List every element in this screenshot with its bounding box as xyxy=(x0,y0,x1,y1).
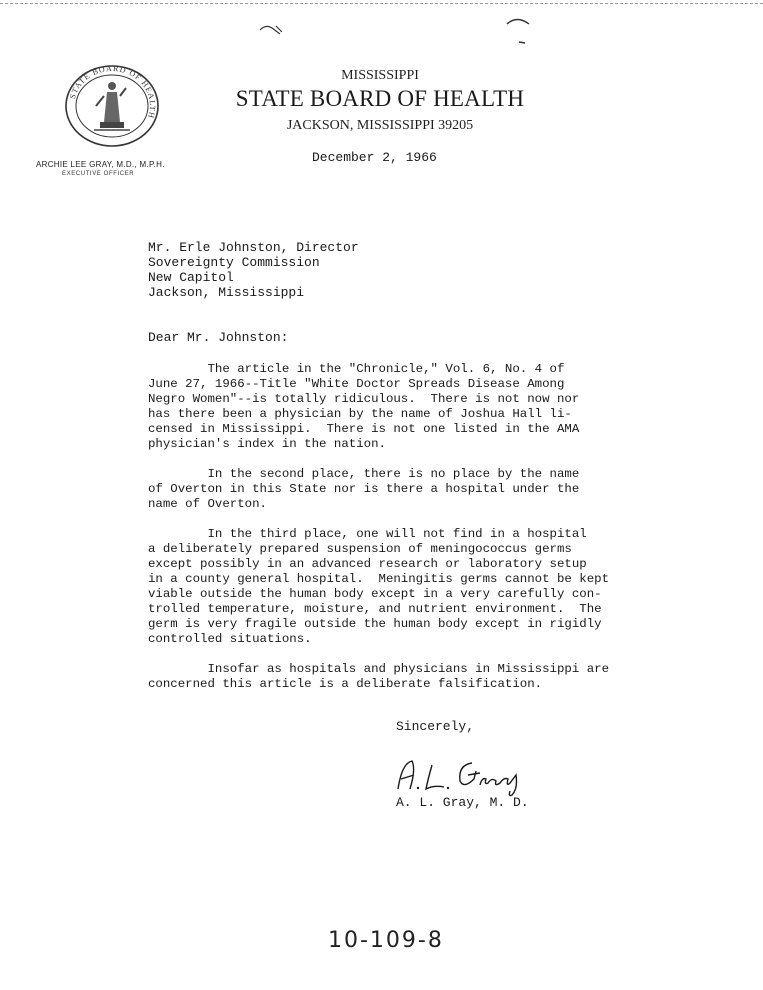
closing: Sincerely, xyxy=(396,719,475,734)
paragraph-1 xyxy=(148,362,579,452)
letterhead-address: JACKSON, MISSISSIPPI 39205 xyxy=(286,118,474,133)
text-line: Negro Women"--is totally ridiculous. There is not now nor xyxy=(148,392,580,406)
text-line: a deliberately prepared suspension of meningococcus germs xyxy=(148,542,572,556)
text-line: germ is very fragile outside the human body except in rigidly xyxy=(148,617,602,631)
paragraph-4 xyxy=(148,662,609,692)
text-line: Insofar as hospitals and physicians in Mississippi are xyxy=(148,662,610,676)
executive-officer-title: EXECUTIVE OFFICER xyxy=(62,171,135,177)
seal-lettering: STATE BOARD OF HEALTH xyxy=(67,63,158,120)
executive-officer-name: ARCHIE LEE GRAY, M.D., M.P.H. xyxy=(36,160,165,169)
state-seal xyxy=(60,62,164,150)
top-scan-border xyxy=(0,3,763,4)
text-line: The article in the "Chronicle," Vol. 6, No. 4 of xyxy=(148,362,565,376)
text-line: In the second place, there is no place by the name xyxy=(148,467,580,481)
recipient-line: Jackson, Mississippi xyxy=(148,285,305,300)
text-line: concerned this article is a deliberate falsification. xyxy=(148,677,543,691)
text-line: name of Overton. xyxy=(148,497,267,511)
letterhead-board-name: STATE BOARD OF HEALTH xyxy=(235,86,525,111)
recipient-line: Mr. Erle Johnston, Director xyxy=(148,240,359,255)
scan-mark-left xyxy=(258,22,288,38)
file-number-annotation: 10-109-8 xyxy=(328,928,444,953)
paragraph-2 xyxy=(148,467,579,512)
text-line: except possibly in an advanced research or laboratory setup xyxy=(148,557,587,571)
handwritten-signature xyxy=(392,755,542,797)
recipient-address xyxy=(148,240,359,300)
letterhead-state: MISSISSIPPI xyxy=(341,68,419,83)
typed-signatory-name: A. L. Gray, M. D. xyxy=(396,795,529,810)
text-line: censed in Mississippi. There is not one listed in the AMA xyxy=(148,422,580,436)
recipient-line: Sovereignty Commission xyxy=(148,255,320,270)
text-line: controlled situations. xyxy=(148,632,312,646)
salutation: Dear Mr. Johnston: xyxy=(148,330,289,345)
text-line: in a county general hospital. Meningitis germs cannot be kept xyxy=(148,572,610,586)
text-line: In the third place, one will not find in a hospital xyxy=(148,527,587,541)
text-line: has there been a physician by the name of Joshua Hall li- xyxy=(148,407,572,421)
text-line: viable outside the human body except in a very carefully con- xyxy=(148,587,602,601)
recipient-line: New Capitol xyxy=(148,270,234,285)
scan-mark-right xyxy=(505,16,533,48)
letter-date: December 2, 1966 xyxy=(312,150,437,165)
paragraph-3 xyxy=(148,527,609,647)
text-line: trolled temperature, moisture, and nutrient environment. The xyxy=(148,602,602,616)
text-line: of Overton in this State nor is there a hospital under the xyxy=(148,482,580,496)
text-line: June 27, 1966--Title "White Doctor Spreads Disease Among xyxy=(148,377,565,391)
text-line: physician's index in the nation. xyxy=(148,437,386,451)
